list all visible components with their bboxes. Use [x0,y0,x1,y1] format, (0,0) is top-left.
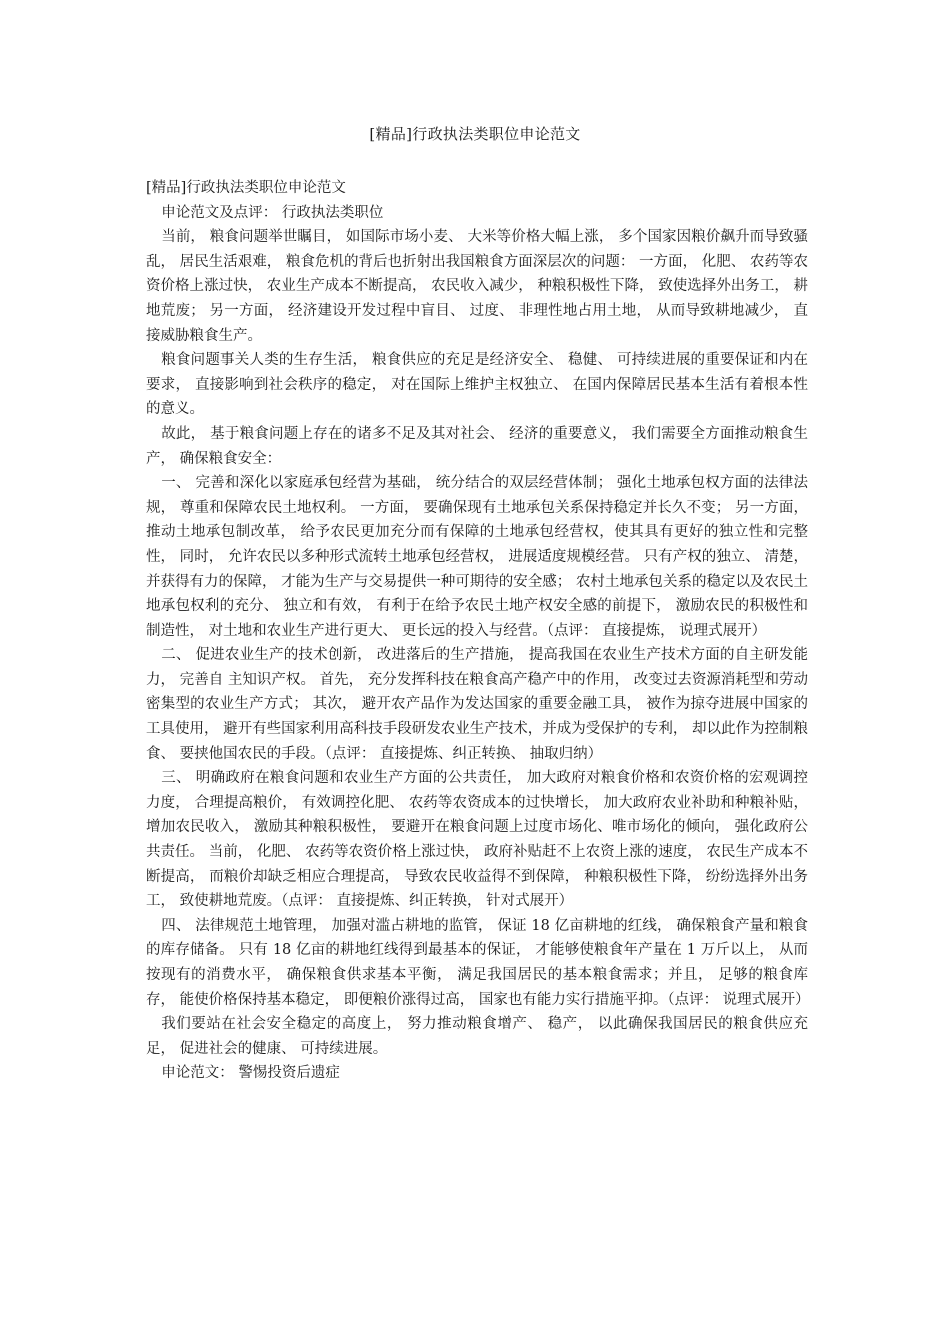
paragraph-conclusion: 我们要站在社会安全稳定的高度上， 努力推动粮食增产、 稳产， 以此确保我国居民的粮食供应充足， 促进社会的健康、 可持续进展。 [146,1016,808,1057]
paragraph-point-2: 二、 促进农业生产的技术创新， 改进落后的生产措施， 提高我国在农业生产技术方面的自主研发能力， 完善自 主知识产权。 首先， 充分发挥科技在粮食高产稳产中的作用， 改变过去资源消耗型和劳动密集型的农业生产方式； 其次， 避开农产品作为发达国家的重要金融工具， 被作为掠夺进展中国家的工具使用， 避开有些国家利用高科技手段研发农业生产技术，并成为受保护的专利， 却以此作为控制粮食、 要挟他国农民的手段。（点评： 直接提炼、纠正转换、 抽取归纳） [146,647,808,762]
document-body [146,176,808,1086]
paragraph-thesis: 故此， 基于粮食问题上存在的诸多不足及其对社会、 经济的重要意义， 我们需要全方面推动粮食生产， 确保粮食安全： [146,425,808,467]
paragraph-next-heading: 申论范文： 警惕投资后遗症 [161,1065,340,1082]
paragraph-point-4: 四、 法律规范土地管理， 加强对滥占耕地的监管， 保证 18 亿亩耕地的红线， 确保粮食产量和粮食的库存储备。 只有 18 亿亩的耕地红线得到最基本的保证， 才能够使粮食年产量在 1 万斤以上， 从而按现有的消费水平， 确保粮食供求基本平衡， 满足我国居民的基本粮食需求；并且， 足够的粮食库存， 能使价格保持基本稳定， 即便粮价涨得过高， 国家也有能力实行措施平抑。（点评： 说理式展开） [146,917,810,1008]
document-title: [精品]行政执法类职位申论范文 [369,125,581,143]
body-heading: [精品]行政执法类职位申论范文 [146,180,346,196]
paragraph-point-1: 一、 完善和深化以家庭承包经营为基础， 统分结合的双层经营体制； 强化土地承包权方面的法律法规， 尊重和保障农民土地权利。 一方面， 要确保现有土地承包关系保持稳定并长久不变； 另一方面， 推动土地承包制改革， 给予农民更加充分而有保障的土地承包经营权，使其具有更好的独立性和完整性， 同时， 允许农民以多种形式流转土地承包经营权， 进展适度规模经营。 只有产权的独立、 清楚， 并获得有力的保障， 才能为生产与交易提供一种可期待的安全感； 农村土地承包关系的稳定以及农民土地承包权利的充分、 独立和有效， 有利于在给予农民土地产权安全感的前提下， 激励农民的积极性和制造性， 对土地和农业生产进行更大、 更长远的投入与经营。（点评： 直接提炼， 说理式展开） [146,475,808,639]
paragraph-subtitle: 申论范文及点评： 行政执法类职位 [161,204,384,221]
paragraph-significance: 粮食问题事关人类的生存生活， 粮食供应的充足是经济安全、 稳健、 可持续进展的重要保证和内在要求， 直接影响到社会秩序的稳定， 对在国际上维护主权独立、 在国内保障居民基本生活有着根本性的意义。 [146,352,808,418]
paragraph-point-3: 三、 明确政府在粮食问题和农业生产方面的公共责任， 加大政府对粮食价格和农资价格的宏观调控力度， 合理提高粮价， 有效调控化肥、 农药等农资成本的过快增长， 加大政府农业补助和种粮补贴， 增加农民收入， 激励其种粮积极性， 要避开在粮食问题上过度市场化、唯市场化的倾向， 强化政府公共责任。 当前， 化肥、 农药等农资价格上涨过快， 政府补贴赶不上农资上涨的速度， 农民生产成本不断提高， 而粮价却缺乏相应合理提高， 导致农民收益得不到保障， 种粮积极性下降， 纷纷选择外出务工， 致使耕地荒废。（点评： 直接提炼、纠正转换， 针对式展开） [146,770,808,910]
paragraph-intro: 当前， 粮食问题举世瞩目， 如国际市场小麦、 大米等价格大幅上涨， 多个国家因粮价飙升而导致骚乱， 居民生活艰难， 粮食危机的背后也折射出我国粮食方面深层次的问题： 一方面， 化肥、 农药等农资价格上涨过快， 农业生产成本不断提高， 农民收入减少， 种粮积极性下降， 致使选择外出务工， 耕地荒废； 另一方面， 经济建设开发过程中盲目、 过度、 非理性地占用土地， 从而导致耕地减少， 直接威胁粮食生产。 [146,229,808,344]
